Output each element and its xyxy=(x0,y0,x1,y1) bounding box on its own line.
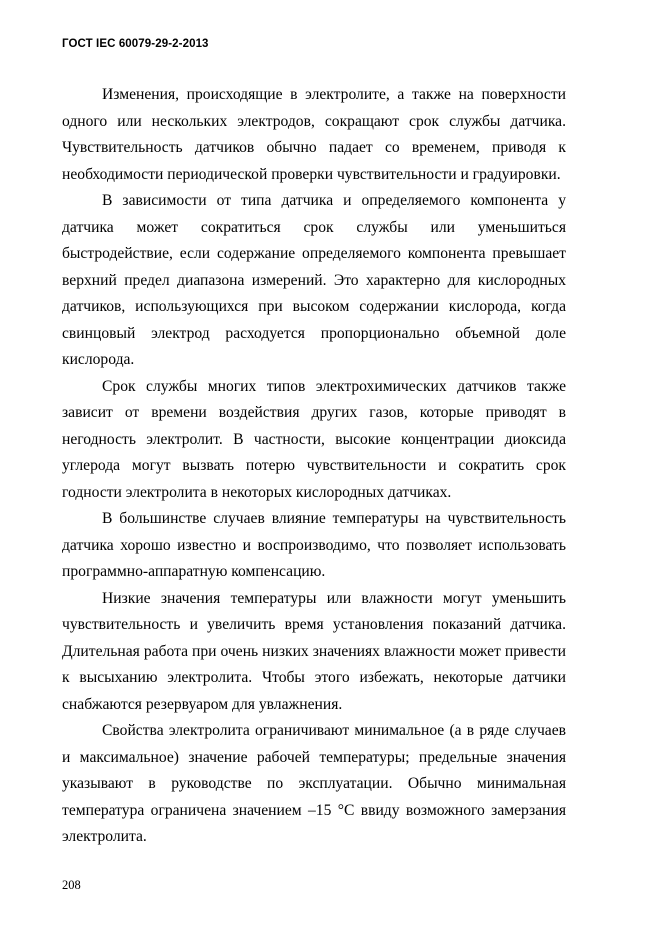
paragraph-sensor-type-dependence: В зависимости от типа датчика и определяемого компонента у датчика может сократиться срок службы или уменьшиться быстродействие, если содержание определяемого компонента превышает верхний предел диапазона измерений. Это характерно для кислородных датчиков, использующихся при высоком содержании кислорода, когда свинцовый электрод расходуется пропорционально объемной доле кислорода. xyxy=(62,192,566,368)
paragraph-low-humidity: Низкие значения температуры или влажности могут уменьшить чувствительность и увеличить время установления показаний датчика. Длительная работа при очень низких значениях влажности может привести к высыханию электролита. Чтобы этого избежать, некоторые датчики снабжаются резервуаром для увлажнения. xyxy=(62,589,566,713)
document-header: ГОСТ IEC 60079-29-2-2013 xyxy=(62,38,209,50)
paragraph-temperature-influence: В большинстве случаев влияние температуры на чувствительность датчика хорошо известно и воспроизводимо, что позволяет использовать программно-аппаратную компенсацию. xyxy=(62,510,566,580)
paragraph-electrolyte-changes: Изменения, происходящие в электролите, а также на поверхности одного или нескольких электродов, сокращают срок службы датчика. Чувствительность датчиков обычно падает со временем, приводя к необходимости периодической проверки чувствительности и градуировки. xyxy=(62,86,566,183)
paragraph-service-life-gases: Срок службы многих типов электрохимических датчиков также зависит от времени воздействия других газов, которые приводят в негодность электролит. В частности, высокие концентрации диоксида углерода могут вызвать потерю чувствительности и сократить срок годности электролита в некоторых кислородных датчиках. xyxy=(62,377,566,501)
document-body xyxy=(62,82,566,851)
paragraph-electrolyte-properties: Свойства электролита ограничивают минимальное (а в ряде случаев и максимальное) значение рабочей температуры; предельные значения указывают в руководстве по эксплуатации. Обычно минимальная температура ограничена значением –15 °С ввиду возможного замерзания электролита. xyxy=(62,722,566,845)
page-number: 208 xyxy=(62,878,81,892)
